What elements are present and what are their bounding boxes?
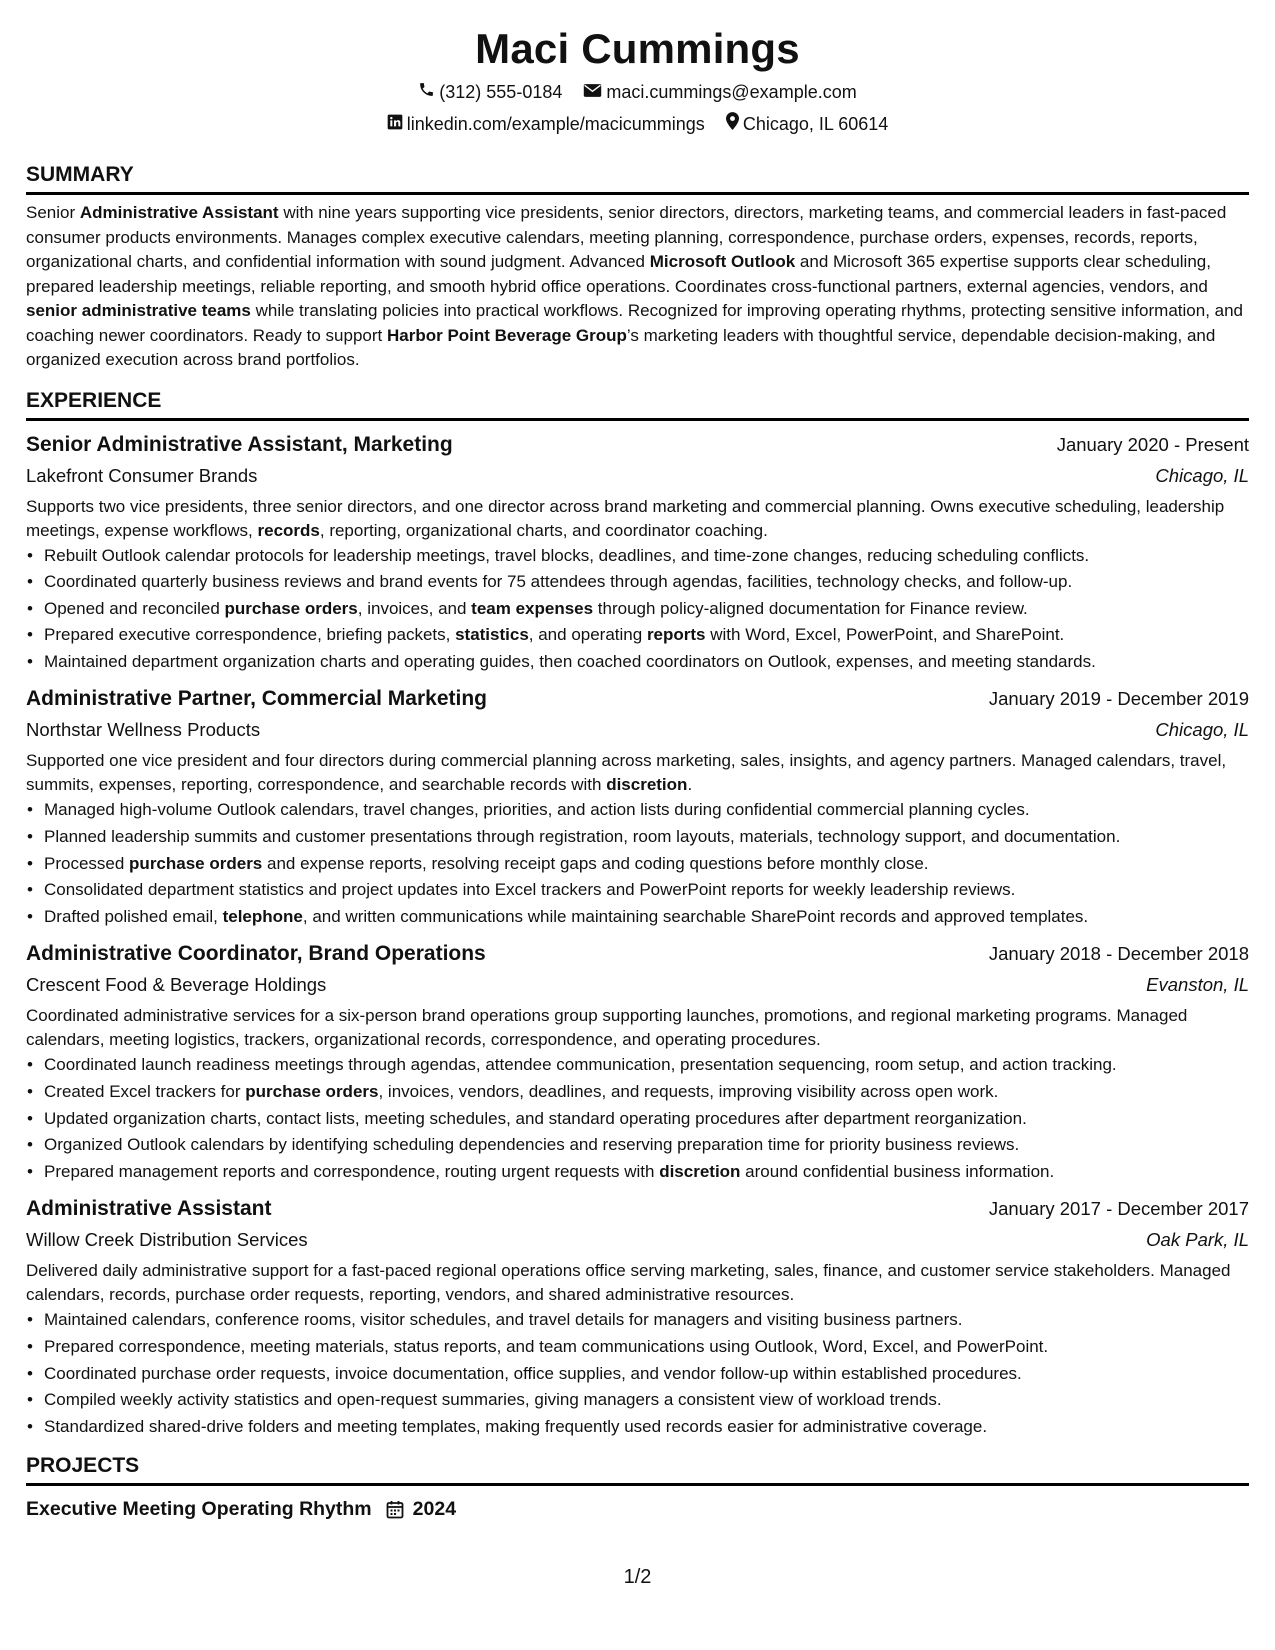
bold-keyword: telephone [222, 906, 303, 926]
text-segment: Maintained department organization charts and operating guides, then coached coordinators on Outlook, expenses, and meeting standards. [44, 651, 1096, 671]
text-segment: , reporting, organizational charts, and coordinator coaching. [319, 520, 768, 540]
bullet-item [44, 1414, 1249, 1441]
bold-keyword: purchase orders [129, 853, 263, 873]
contact-line-1 [26, 76, 1249, 108]
bold-keyword: senior administrative teams [26, 301, 251, 320]
location-contact [726, 108, 888, 140]
bullet-item [44, 1387, 1249, 1414]
job-location: Oak Park, IL [1146, 1229, 1249, 1251]
page-number: 1/2 [623, 1566, 652, 1588]
company-name: Crescent Food & Beverage Holdings [26, 974, 327, 996]
text-segment: Compiled weekly activity statistics and open-request summaries, giving managers a consistent view of workload trends. [44, 1390, 942, 1410]
bold-keyword: discretion [606, 775, 688, 795]
text-segment: Managed high-volume Outlook calendars, travel changes, priorities, and action lists during confidential commercial planning cycles. [44, 800, 1030, 820]
job-entry [26, 1194, 1249, 1440]
map-marker-icon [726, 108, 743, 140]
job-bullets [26, 543, 1249, 676]
bullet-item [44, 1361, 1249, 1388]
text-segment: , invoices, and [357, 598, 472, 618]
phone-text: (312) 555-0184 [439, 82, 563, 102]
summary-section [26, 162, 1249, 373]
text-segment: , invoices, vendors, deadlines, and requests, improving visibility across open work. [378, 1082, 999, 1102]
project-entry [26, 1494, 1249, 1524]
text-segment: around confidential business information. [740, 1161, 1055, 1181]
experience-section [26, 388, 1249, 1441]
job-subheader [26, 969, 1249, 1001]
text-segment: . [687, 775, 693, 795]
job-header [26, 684, 1249, 714]
job-title: Administrative Coordinator, Brand Operations [26, 942, 486, 966]
job-dates: January 2019 - December 2019 [988, 688, 1249, 710]
bullet-item [44, 904, 1249, 931]
bullet-item [44, 1159, 1249, 1186]
contact-line-2 [26, 108, 1249, 140]
job-title: Administrative Assistant [26, 1197, 272, 1221]
company-name: Lakefront Consumer Brands [26, 464, 258, 486]
text-segment: Senior [26, 203, 80, 222]
bold-keyword: statistics [455, 625, 529, 645]
job-subheader [26, 460, 1249, 492]
linkedin-contact[interactable] [387, 108, 705, 140]
text-segment: Supports two vice presidents, three senior directors, and one director across brand marketing and commercial planning. Owns executive scheduling, leadership meetings, expense workflows, [26, 496, 1225, 540]
job-location: Evanston, IL [1146, 974, 1249, 996]
bullet-item [44, 569, 1249, 596]
bullet-item [44, 543, 1249, 570]
job-bullets [26, 1052, 1249, 1185]
bullet-item [44, 1307, 1249, 1334]
text-segment: while translating policies into practical workflows. Recognized for improving operating rhythms, protecting sensitive information, and coaching newer coordinators. Ready to support [26, 301, 1244, 345]
job-description [26, 749, 1249, 797]
bold-keyword: purchase orders [245, 1082, 379, 1102]
text-segment: Coordinated purchase order requests, invoice documentation, office supplies, and vendor follow-up within established procedures. [44, 1363, 1022, 1383]
calendar-icon [386, 1500, 404, 1519]
text-segment: Coordinated administrative services for a six-person brand operations group supporting launches, promotions, and regional marketing programs. Managed calendars, meeting logistics, trackers, organizational records, correspondence, and operating procedures. [26, 1006, 1188, 1050]
job-dates: January 2020 - Present [1056, 433, 1249, 455]
bullet-item [44, 649, 1249, 676]
experience-heading: EXPERIENCE [26, 388, 1249, 421]
bold-keyword: Microsoft Outlook [649, 252, 796, 271]
projects-heading: PROJECTS [26, 1453, 1249, 1486]
text-segment: Organized Outlook calendars by identifying scheduling dependencies and reserving preparation time for priority business reviews. [44, 1135, 1020, 1155]
text-segment: Prepared management reports and correspondence, routing urgent requests with [44, 1161, 660, 1181]
text-segment: , and operating [528, 625, 647, 645]
text-segment: Prepared correspondence, meeting materials, status reports, and team communications using Outlook, Word, Excel, and PowerPoint. [44, 1337, 1049, 1356]
bullet-item [44, 1079, 1249, 1106]
text-segment: Coordinated launch readiness meetings through agendas, attendee communication, presentation sequencing, room setup, and action tracking. [44, 1055, 1117, 1075]
job-entry [26, 939, 1249, 1185]
text-segment: through policy-aligned documentation for Finance review. [593, 598, 1028, 618]
text-segment: and Microsoft 365 expertise supports clear scheduling, prepared leadership meetings, reliable reporting, and smooth hybrid office operations. Coordinates cross-functional partners, external agencies, vendors, and [26, 252, 1211, 296]
bullet-item [44, 797, 1249, 824]
location-text: Chicago, IL 60614 [742, 114, 889, 134]
text-segment: Delivered daily administrative support for a fast-paced regional operations office serving marketing, sales, finance, and customer service stakeholders. Managed calendars, records, purchase order requests, reporting, vendors, and shared administrative resources. [26, 1261, 1231, 1305]
bold-keyword: discretion [659, 1161, 741, 1181]
job-dates: January 2017 - December 2017 [988, 1198, 1249, 1220]
job-title: Administrative Partner, Commercial Marketing [26, 687, 487, 711]
bold-keyword: reports [646, 625, 706, 645]
resume-page [26, 22, 1249, 1524]
email-contact[interactable] [583, 76, 856, 108]
job-header [26, 939, 1249, 969]
bullet-item [44, 1132, 1249, 1159]
text-segment: Updated organization charts, contact lists, meeting schedules, and standard operating procedures after department reorganization. [44, 1108, 1027, 1128]
text-segment: Coordinated quarterly business reviews and brand events for 75 attendees through agendas, facilities, technology checks, and follow-up. [44, 572, 1073, 592]
bullet-item [44, 851, 1249, 878]
bold-keyword: Harbor Point Beverage Group [386, 325, 627, 345]
job-header [26, 1194, 1249, 1224]
job-description [26, 1004, 1249, 1052]
job-bullets [26, 797, 1249, 930]
summary-heading: SUMMARY [26, 162, 1249, 195]
text-segment: with nine years supporting vice presidents, senior directors, directors, marketing teams, and commercial leaders in fast-paced consumer products environments. Manages complex executive calendars, meeting planning, correspondence, purchase orders, expenses, records, reports, organizational charts, and confidential information with sound judgment. Advanced [26, 203, 1227, 271]
company-name: Northstar Wellness Products [26, 719, 261, 741]
text-segment: , and written communications while maintaining searchable SharePoint records and approved templates. [302, 906, 1089, 926]
text-segment: and expense reports, resolving receipt gaps and coding questions before monthly close. [262, 853, 929, 873]
linkedin-icon [387, 108, 407, 140]
bullet-item [44, 1334, 1249, 1361]
text-segment: Processed [44, 853, 130, 873]
company-name: Willow Creek Distribution Services [26, 1229, 308, 1251]
project-year: 2024 [412, 1498, 457, 1521]
bullet-item [44, 622, 1249, 649]
bold-keyword: Administrative Assistant [79, 203, 279, 222]
bullet-item [44, 1106, 1249, 1133]
text-segment: Planned leadership summits and customer presentations through registration, room layouts, materials, technology support, and documentation. [44, 827, 1121, 847]
text-segment: Opened and reconciled [44, 598, 225, 618]
linkedin-text: linkedin.com/example/macicummings [406, 114, 705, 134]
job-subheader [26, 714, 1249, 746]
project-title: Executive Meeting Operating Rhythm [26, 1498, 372, 1521]
email-text: maci.cummings@example.com [606, 82, 857, 102]
phone-icon [418, 76, 439, 108]
job-entry [26, 430, 1249, 676]
phone-contact[interactable] [418, 76, 562, 108]
text-segment: Consolidated department statistics and project updates into Excel trackers and PowerPoint reports for weekly leadership reviews. [44, 880, 1016, 900]
job-entry [26, 684, 1249, 930]
text-segment: Prepared executive correspondence, briefing packets, [44, 625, 456, 645]
job-bullets [26, 1307, 1249, 1440]
envelope-icon [583, 76, 606, 108]
job-location: Chicago, IL [1155, 464, 1249, 486]
bullet-item [44, 1052, 1249, 1079]
bullet-item [44, 596, 1249, 623]
bold-keyword: records [257, 520, 320, 540]
projects-section [26, 1453, 1249, 1524]
text-segment: Drafted polished email, [44, 906, 223, 926]
bullet-item [44, 824, 1249, 851]
job-title: Senior Administrative Assistant, Marketing [26, 432, 453, 456]
text-segment: with Word, Excel, PowerPoint, and SharePoint. [705, 625, 1065, 645]
text-segment: Standardized shared-drive folders and meeting templates, making frequently used records easier for administrative coverage. [44, 1416, 988, 1436]
job-location: Chicago, IL [1155, 719, 1249, 741]
text-segment: Supported one vice president and four directors during commercial planning across marketing, sales, insights, and agency partners. Managed calendars, travel, summits, expenses, reporting, correspondence, and searchable records with [26, 751, 1227, 795]
bold-keyword: purchase orders [224, 598, 358, 618]
text-segment: Rebuilt Outlook calendar protocols for leadership meetings, travel blocks, deadlines, and time-zone changes, reducing scheduling conflicts. [44, 545, 1090, 565]
job-description [26, 495, 1249, 543]
text-segment: ’s marketing leaders with thoughtful service, dependable decision-making, and organized execution across brand portfolios. [26, 325, 1216, 369]
job-description [26, 1259, 1249, 1307]
bullet-item [44, 877, 1249, 904]
job-subheader [26, 1224, 1249, 1256]
job-header [26, 430, 1249, 460]
candidate-name: Maci Cummings [475, 25, 800, 72]
text-segment: Created Excel trackers for [44, 1082, 246, 1102]
text-segment: Maintained calendars, conference rooms, visitor schedules, and travel details for managers and visiting business partners. [44, 1310, 963, 1330]
job-dates: January 2018 - December 2018 [988, 943, 1249, 965]
bold-keyword: team expenses [471, 598, 594, 618]
summary-text [26, 201, 1249, 373]
experience-list [26, 430, 1249, 1441]
